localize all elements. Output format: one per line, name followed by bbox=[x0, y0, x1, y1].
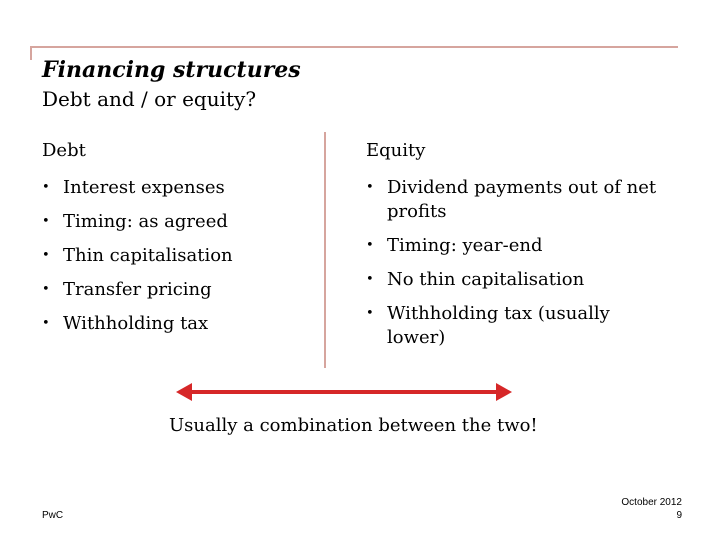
bullet-icon: • bbox=[366, 306, 374, 321]
list-item: • Transfer pricing bbox=[42, 279, 212, 300]
slide-title: Financing structures bbox=[42, 57, 301, 83]
combination-caption: Usually a combination between the two! bbox=[169, 415, 538, 436]
double-arrow-icon bbox=[176, 382, 512, 402]
corner-tick bbox=[30, 46, 32, 60]
bullet-icon: • bbox=[42, 282, 50, 297]
bullet-icon: • bbox=[366, 238, 374, 253]
list-item: • Dividend payments out of net profits bbox=[366, 177, 657, 222]
column-divider bbox=[324, 132, 326, 368]
top-rule bbox=[30, 46, 678, 48]
list-item: • Timing: year-end bbox=[366, 235, 543, 256]
footer-brand: PwC bbox=[42, 510, 64, 521]
list-item: • Withholding tax (usually lower) bbox=[366, 303, 610, 348]
list-item: • No thin capitalisation bbox=[366, 269, 585, 290]
bullet-icon: • bbox=[42, 248, 50, 263]
equity-heading: Equity bbox=[366, 140, 426, 161]
arrow-head-right bbox=[496, 383, 512, 401]
bullet-icon: • bbox=[42, 316, 50, 331]
equity-list bbox=[366, 176, 666, 350]
list-item: • Thin capitalisation bbox=[42, 245, 233, 266]
bullet-icon: • bbox=[42, 214, 50, 229]
list-item: • Withholding tax bbox=[42, 313, 209, 334]
slide-subtitle: Debt and / or equity? bbox=[42, 87, 257, 111]
footer-date: October 2012 bbox=[621, 497, 682, 508]
bullet-icon: • bbox=[42, 180, 50, 195]
debt-heading: Debt bbox=[42, 140, 86, 161]
list-item: • Interest expenses bbox=[42, 177, 225, 198]
bullet-icon: • bbox=[366, 180, 374, 195]
page-number: 9 bbox=[676, 510, 682, 521]
debt-list bbox=[42, 176, 312, 336]
bullet-icon: • bbox=[366, 272, 374, 287]
list-item: • Timing: as agreed bbox=[42, 211, 228, 232]
footer-meta bbox=[621, 496, 682, 522]
arrow-head-left bbox=[176, 383, 192, 401]
